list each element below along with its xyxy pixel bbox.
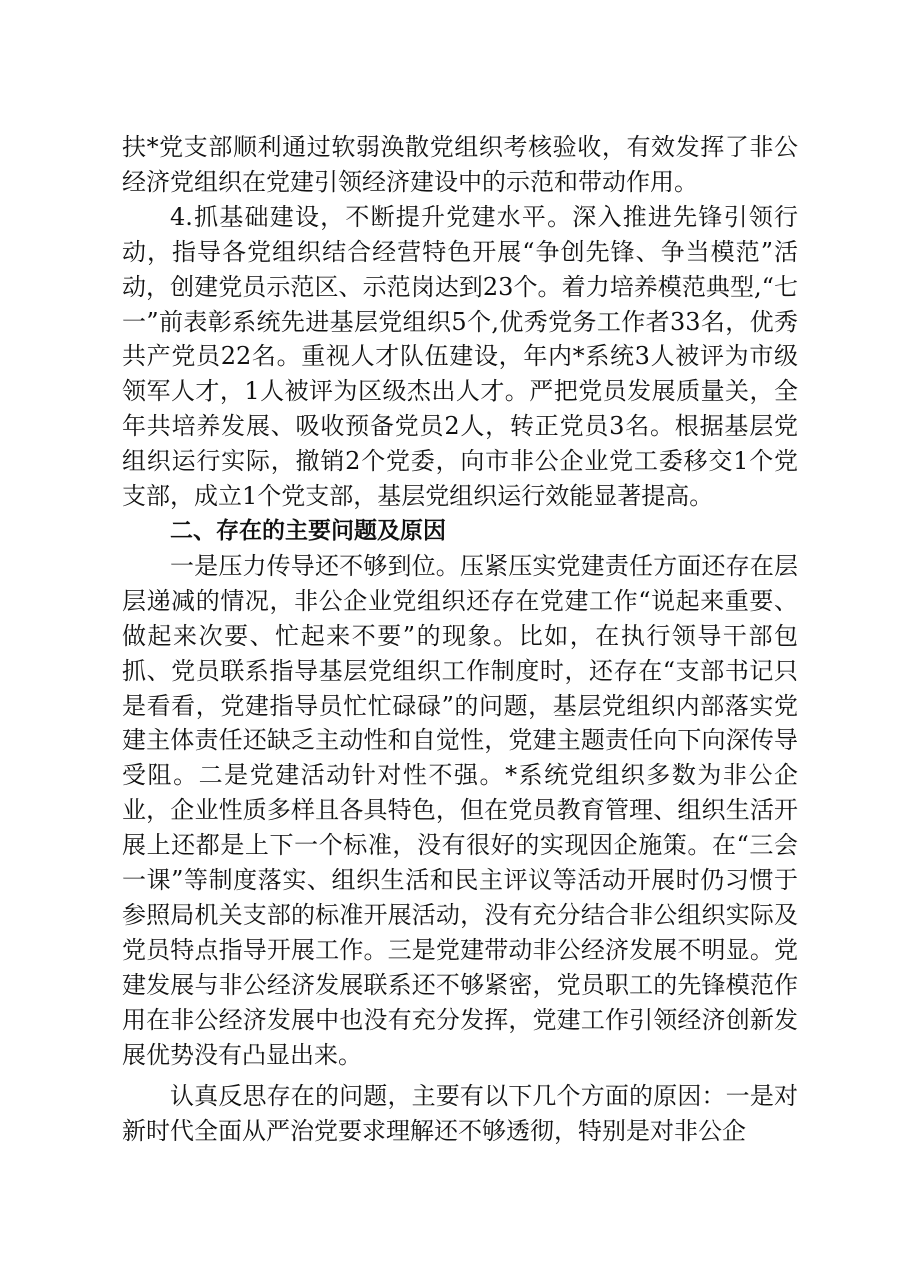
paragraph-foundation-building: 4.抓基础建设，不断提升党建水平。深入推进先锋引领行动，指导各党组织结合经营特色开展“争创先锋、争当模范”活动，创建党员示范区、示范岗达到23个。着力培养模范典型,“七一”前表彰系统先进基层党组织5个,优秀党务工作者33名，优秀共产党员22名。重视人才队伍建设，年内*系统3人被评为市级领军人才，1人被评为区级杰出人才。严把党员发展质量关，全年共培养发展、吸收预备党员2人，转正党员3名。根据基层党组织运行实际，撤销2个党委，向市非公企业党工委移交1个党支部，成立1个党支部，基层党组织运行效能显著提高。 — [122, 202, 798, 511]
section-heading-problems: 二、存在的主要问题及原因 — [170, 517, 446, 544]
paragraph-main-problems: 一是压力传导还不够到位。压紧压实党建责任方面还存在层层递减的情况，非公企业党组织还存在党建工作“说起来重要、做起来次要、忙起来不要”的现象。比如，在执行领导干部包抓、党员联系指导基层党组织工作制度时，还存在“支部书记只是看看，党建指导员忙忙碌碌”的问题，基层党组织内部落实党建主体责任还缺乏主动性和自觉性，党建主题责任向下向深传导受阻。二是党建活动针对性不强。*系统党组织多数为非公企业，企业性质多样且各具特色，但在党员教育管理、组织生活开展上还都是上下一个标准，没有很好的实现因企施策。在“三会一课”等制度落实、组织生活和民主评议等活动开展时仍习惯于参照局机关支部的标准开展活动，没有充分结合非公组织实际及党员特点指导开展工作。三是党建带动非公经济发展不明显。党建发展与非公经济发展联系还不够紧密，党员职工的先锋模范作用在非公经济发展中也没有充分发挥，党建工作引领经济创新发展优势没有凸显出来。 — [122, 551, 798, 1069]
paragraph-reasons: 认真反思存在的问题，主要有以下几个方面的原因：一是对新时代全面从严治党要求理解还不够透彻，特别是对非公企 — [122, 1082, 798, 1146]
paragraph-continued-intro: 扶*党支部顺利通过软弱涣散党组织考核验收，有效发挥了非公经济党组织在党建引领经济建设中的示范和带动作用。 — [122, 133, 798, 196]
document-body — [122, 130, 798, 1149]
